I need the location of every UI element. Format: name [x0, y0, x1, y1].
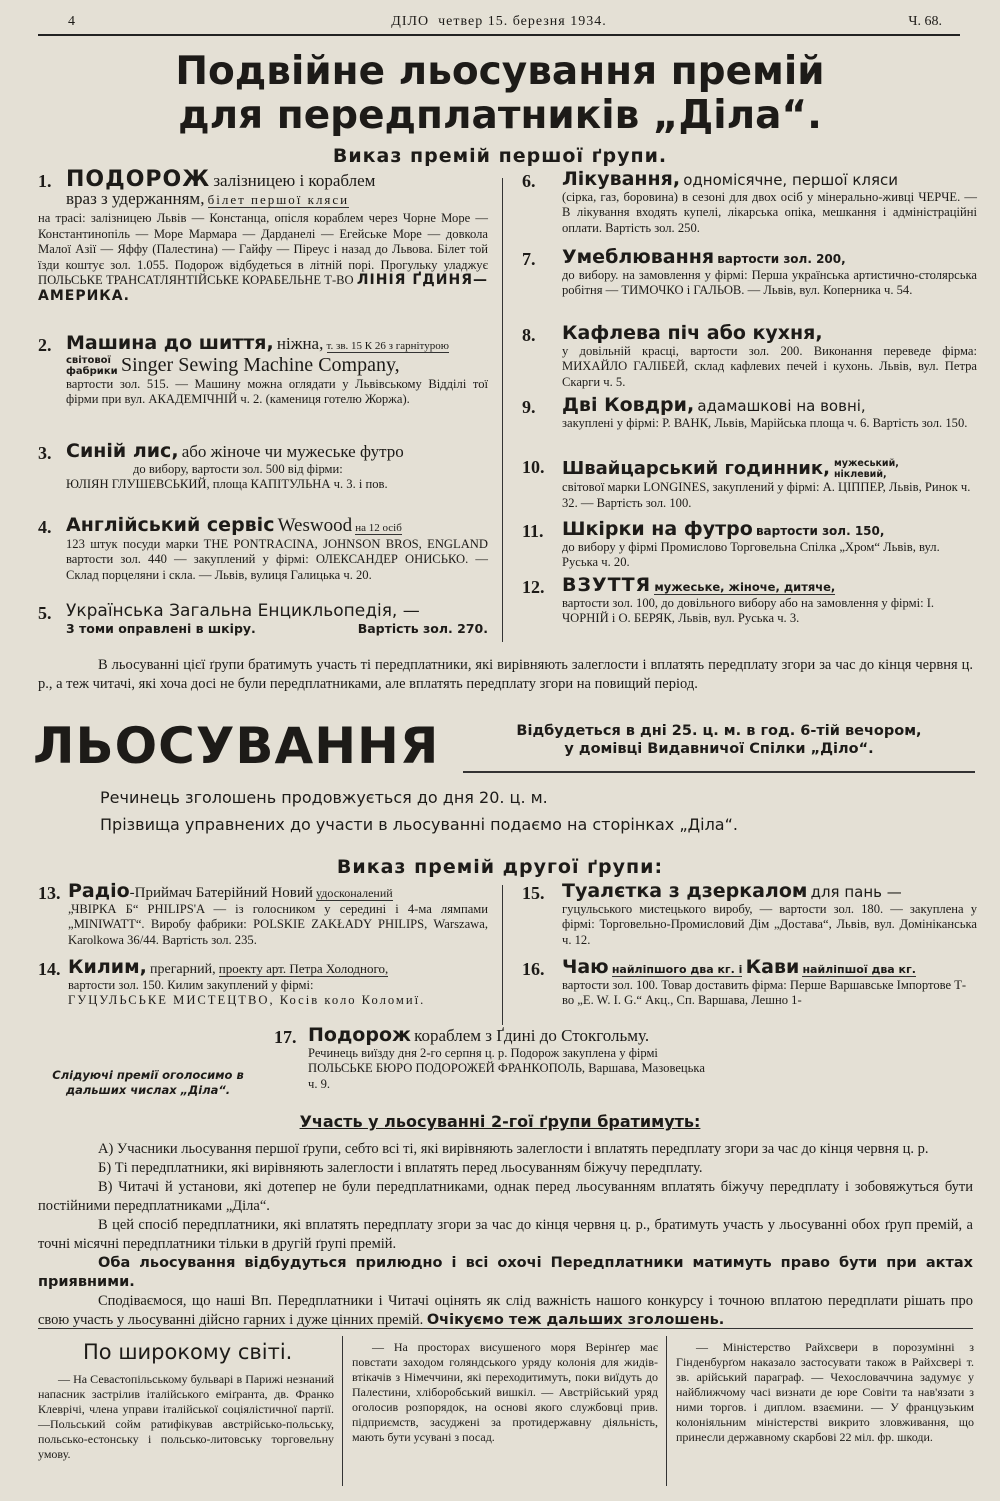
prize-3: 3. Синій лис, або жіноче чи мужеське футро до вибору, вартости зол. 500 від фірми: ЮЛІЯН ГЛУШЕВСЬКИЙ, площа КАПІТУЛЬНА ч. 3. і пов. [38, 440, 404, 491]
prize-8: 8. Кафлева піч або кухня, у довільній красці, вартости зол. 200. Виконання переведе фірма: МИХАЙЛО ГАЛІБЕЙ, склад кафлевих печей і кухонь. Львів, вул. Петра Скарги ч. 5. [522, 322, 977, 389]
prize-9: 9. Дві Ковдри, адамашкові на вовні, закуплені у фірмі: Р. ВАНК, Львів, Марійська площа ч. 6. Вартість зол. 150. [522, 394, 968, 430]
prize-title: Машина до шиття, [66, 332, 274, 354]
prize-1: 1. ПОДОРОЖ залізницею і кораблем враз з удержанням, білет першої кляси на трасі: залізницею Львів — Констанца, опісля кораблем через Чорне Море — Константинопіль — Море Мармара — Дарданелі — Егейське Море — довкола Малої Азії — Яффу (Палестина) — Гайфу — Піреус і назад до Львова. Білет той їзди коштує зол. 1.055. Подорож відбудеться в літній порі. Прогульку уладжує ПОЛЬСЬКЕ ТРАНСАТЛЯНТІЙСЬКЕ КОРАБЕЛЬНЕ Т-ВО ЛІНІЯ ҐДИНЯ—АМЕРИКА. [38, 167, 488, 304]
prize-title: Кафлева піч або кухня, [562, 322, 823, 344]
divider [38, 1328, 973, 1329]
prize-title: Чаю [562, 956, 609, 978]
prize-title: Лікування, [562, 168, 681, 190]
prize-6: 6. Лікування, одномісячне, першої кляси (сірка, газ, боровина) в сезоні для двох осіб у мінерально-живці ЧЕРЧЕ. — В лікування входять купелі, лікарська опіка, мешкання і адміністраційні оплати. Вартість зол. 250. [522, 168, 977, 235]
prize-17: 17. Подорож кораблем з Ґдині до Стокгольму. Речинець виїзду дня 2-го серпня ц. р. Подорож закуплена у фірмі ПОЛЬСЬКЕ БЮРО ПОДОРОЖЕЙ ФРАНКОПОЛЬ, Варшава, Мазовецька ч. 9. [274, 1024, 705, 1091]
group2-right-column [522, 880, 977, 1020]
prize-title: Швайцарський годинник, [562, 458, 830, 480]
group1-right-column [522, 168, 977, 634]
prize-11: 11. Шкірки на футро вартости зол. 150, до вибору у фірмі Промислово Торговельна Спілка „Хром“ Львів, вул. Руська ч. 20. [522, 518, 940, 569]
main-title-line1: Подвійне льосування премій [175, 49, 825, 94]
draw-when: Відбудеться в дні 25. ц. м. в год. 6-тій вечором, у домівці Видавничої Спілки „Діло“. [516, 723, 922, 757]
prize-title: Радіо [68, 880, 130, 902]
prize-15: 15. Туалєтка з дзеркалом для пань — гуцульського мистецького виробу, — вартости зол. 180. — закуплена у фірмі: Торговельно-Промисловий Дім „Достава“, Львів, вул. Домініканська ч. 12. [522, 880, 977, 947]
participation-heading: Участь у льосуванні 2-гої ґрупи братимуть: [299, 1112, 701, 1131]
paper-name: ДІЛО [391, 14, 430, 29]
column-divider [342, 1336, 343, 1486]
prize-5: 5. Українська Загальна Енцикльопедія, — 3 томи оправлені в шкіру. Вартість зол. 270. [38, 601, 488, 636]
column-divider [502, 885, 503, 1025]
prize-title: Синій лис, [66, 440, 179, 462]
prize-12: 12. ВЗУТТЯ мужеське, жіноче, дитяче, вартости зол. 100, до довільного вибору або на замовлення у фірмі: І. ЧОРНІЙ і О. БЕРЯК, Львів, вул. Руська ч. 3. [522, 574, 935, 625]
column-divider [502, 178, 503, 642]
prize-title: Умеблювання [562, 246, 715, 268]
group1-note: В льосуванні цієї ґрупи братимуть участь ті передплатники, які вирівняють залеглости і вплатять передплату згори за час до кінця червня ц. р., а теж читачі, які хоча досі не були передплатниками, але вплатять передплату згори на повищий період. [38, 657, 973, 692]
prize-2: 2. Машина до шиття, ніжна, т. зв. 15 К 26 з гарнітурою світової фабрики Singer Sewing Machine Company, вартости зол. 515. — Машину можна оглядати у Львівському Відділі тої фірми при вул. АКАДЕМІЧНІЙ ч. 2. (камениця готелю Жоржа). [38, 332, 488, 406]
divider [463, 771, 975, 773]
main-title-line2: для передплатників „Діла“. [178, 93, 822, 138]
deadline-line: Речинець зголошень продовжується до дня 20. ц. м. [100, 788, 548, 807]
issue-date: четвер 15. березня 1934. [438, 14, 607, 29]
group1-heading: Виказ премій першої ґрупи. [332, 145, 668, 167]
prize-title: Українська Загальна Енцикльопедія, — [66, 601, 420, 621]
news-heading: По широкому світі. [83, 1340, 293, 1364]
prize-16: 16. Чаю найліпшого два кг. і Кави найліпшої два кг. вартости зол. 100. Товар доставить фірма: Перше Варшавське Імпортове Т-во „E. W. I. G.“ Акц., Сп. Варшава, Лешно 1- [522, 956, 967, 1007]
participation-text: А) Учасники льосування першої ґрупи, себто всі ті, які вирівняють залеглости і вплатять передплату згори за час до кінця червня ц. р. Б) Ті передплатники, які вирівняють залеглости і вплатять перед льосуванням біжучу передплату. В) Читачі й установи, які дотепер не були передплатниками, однак перед льосуванням вплатять біжучу передплату і зобовяжуться бути постійними передплатниками „Діла“. В цей спосіб передплатники, які вплатять передплату згори за час до кінця червня ц. р., братимуть участь у льосуванні обох ґруп премій, а точні місячні передплатники тільки в другій ґрупі премій. Оба льосування відбудуться прилюдно і всі охочі Передплатники матимуть право бути при актах приявними. Сподіваємося, що наші Вп. Передплатники і Читачі оцінять як слід важність нашого конкурсу і точною вплатою передплати рішать про свою участь у льосуванні дійсно гарних і дуже цінних премій. Очікуємо теж дальших зголошень. [38, 1141, 973, 1328]
column-divider [666, 1336, 667, 1486]
group2-heading: Виказ премій другої ґрупи: [336, 856, 664, 878]
news-col2: — На просторах висушеного моря Верінґер має повстати заходом голяндського уряду колонія для жидів-втікачів з Німеччини, які переходитимуть, поки виїдуть до Палестини, хліборобський вишкіл. — Австрійський уряд оголосив розпорядок, на основі якого службовці прив. підприємств, засуджені за протидержавну діяльність, мають бути усувані з посад. [352, 1340, 658, 1444]
issue-number: Ч. 68. [908, 14, 942, 29]
prize-title: Шкірки на футро [562, 518, 753, 540]
prize-title: ВЗУТТЯ [562, 574, 652, 596]
page-number: 4 [68, 14, 75, 29]
news-col3: — Міністерство Райхсвери в порозумінні з Гінденбурґом наказало застосувати також в Райхсвері т. зв. арійський параграф. — Чехословаччина задумує у найближчому часі визнати де юре Совіти та нав'язати з ними торгов. і диплом. взаємини. — У французьким колоніяльним міністерстві викрито зловживання, що принесли державному скарбові 22 міл. фр. шкоди. [676, 1340, 974, 1444]
group1-left-column [38, 167, 488, 654]
page-header [38, 12, 960, 36]
prize-13: 13. Радіо-Приймач Батерійний Новий удосконалений „ЧВІРКА Б“ PHILIPS'A — із голосником у середині і 4-ма лямпами „MINIWATT“. Виробу фабрики: POLSKIE ZAKŁADY PHILIPS, Warszawa, Karolkowa 36/44. Вартість зол. 235. [38, 880, 488, 947]
prize-title: Подорож [308, 1024, 411, 1046]
prize-10: 10. Швайцарський годинник, мужеський, ніклевий, світової марки LONGINES, закуплений у фірмі: А. ЦІППЕР, Львів, Ринок ч. 32. — Вартість зол. 100. [522, 457, 971, 510]
side-note: Слідуючі премії оголосимо в дальших числах „Діла“. [52, 1068, 244, 1097]
draw-title: ЛЬОСУВАННЯ [33, 717, 440, 775]
main-title [0, 50, 1000, 138]
group2-left-column [38, 880, 488, 1020]
prize-title: Туалєтка з дзеркалом [562, 880, 808, 902]
prize-4: 4. Англійський сервіс Weswood на 12 осіб 123 штук посуди марки THE PONTRACINA, JOHNSON BROS, ENGLAND вартости зол. 440 — закуплений у фірмі: ОЛЕКСАНДЕР ОНИСЬКО. — Склад порцеляни і скла. — Львів, вулиця Галицька ч. 20. [38, 514, 488, 582]
prize-14: 14. Килим, прегарний, проекту арт. Петра Холодного, вартости зол. 150. Килим закуплений у фірмі: ГУЦУЛЬСЬКЕ МИСТЕЦТВО, Косів коло Коломиї. [38, 956, 426, 1007]
prize-title: ПОДОРОЖ [66, 167, 211, 192]
news-col1: По широкому світі. — На Севастопільському бульварі в Парижі незнаний напасник застрілив італійського еміґранта, дв. Франко Клеврічі, члена управи італійської соціялістичної партії. —Польський сойм ратифікував австрійсько-польську, польсько-естонську і польсько-литовську торговельну умову. [38, 1340, 334, 1461]
prize-7: 7. Умеблювання вартости зол. 200, до вибору. на замовлення у фірмі: Перша українська артистично-столярська робітня — ТИМОЧКО і ГАЛЬОВ. — Львів, вул. Коперника ч. 54. [522, 246, 977, 297]
names-line: Прізвища управнених до участи в льосуванні подаємо на сторінках „Діла“. [100, 815, 738, 834]
prize-title: Англійський сервіс [66, 514, 275, 536]
prize-title: Дві Ковдри, [562, 394, 695, 416]
prize-title: Килим, [68, 956, 147, 978]
